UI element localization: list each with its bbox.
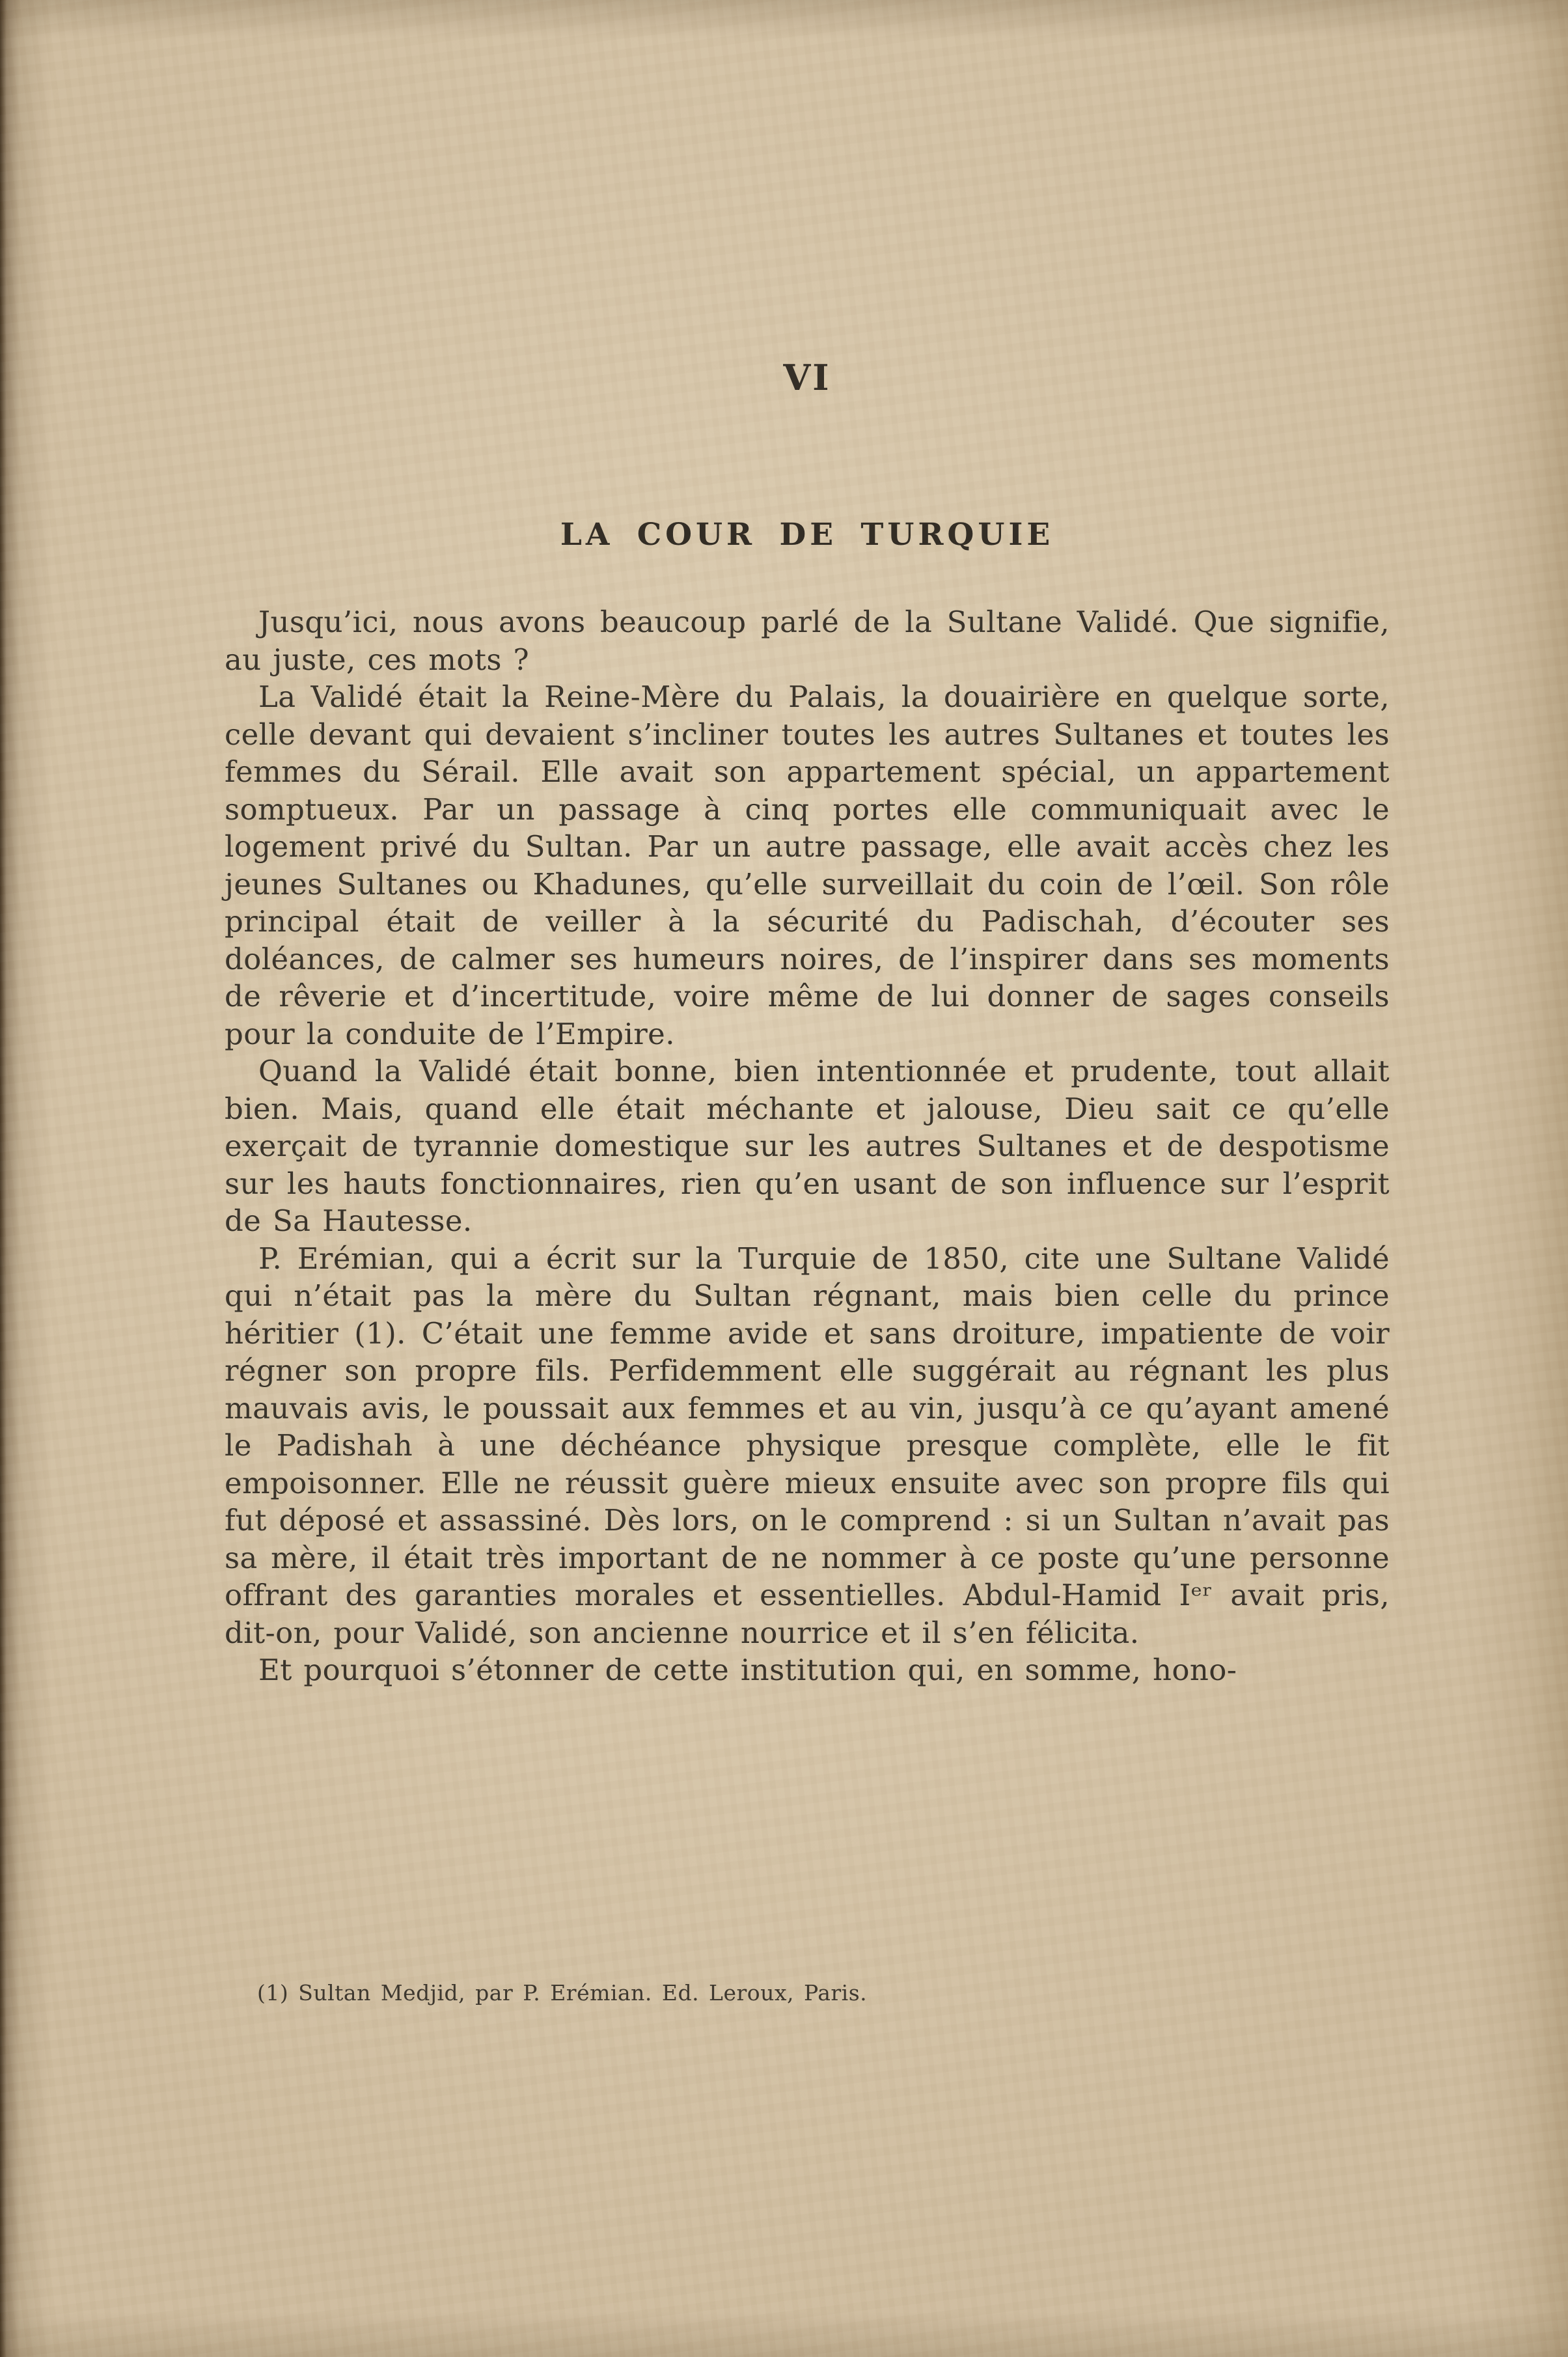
paragraph-bonne-ou-mechante: Quand la Validé était bonne, bien intentionnée et prudente, tout allait bien. Mais, quand elle était méchante et jalouse, Dieu sait ce qu’elle exerçait de tyrannie domestique sur les autres Sultanes et de despotisme sur les hauts fonctionnaires, rien qu’en usant de son influence sur l’esprit de Sa Hautesse. — [225, 1054, 1390, 1238]
chapter-number: VI — [783, 357, 831, 398]
text-block — [225, 357, 1390, 1689]
paragraph-conclusion-partial: Et pourquoi s’étonner de cette institution qui, en somme, hono- — [258, 1653, 1237, 1687]
footnote: (1) Sultan Medjid, par P. Erémian. Ed. Leroux, Paris. — [257, 1980, 868, 2006]
paragraph-intro: Jusqu’ici, nous avons beaucoup parlé de la Sultane Validé. Que signifie, au juste, ces mots ? — [225, 605, 1390, 677]
body-copy — [225, 603, 1390, 1689]
paragraph-eremian: P. Erémian, qui a écrit sur la Turquie de 1850, cite une Sultane Validé qui n’était pas la mère du Sultan régnant, mais bien celle du prince héritier (1). C’était une femme avide et sans droiture, impatiente de voir régner son propre fils. Perfidemment elle suggérait au régnant les plus mauvais avis, le poussait aux femmes et au vin, jusqu’à ce qu’ayant amené le Padishah à une déchéance physique presque complète, elle le fit empoisonner. Elle ne réussit guère mieux ensuite avec son propre fils qui fut déposé et assassiné. Dès lors, on le comprend : si un Sultan n’avait pas sa mère, il était très important de ne nommer à ce poste qu’une personne offrant des garanties morales et essentielles. Abdul-Hamid Iᵉʳ avait pris, dit-on, pour Validé, son ancienne nourrice et il s’en félicita. — [225, 1241, 1390, 1650]
paragraph-valide-role: La Validé était la Reine-Mère du Palais, la douairière en quelque sorte, celle devant qui devaient s’incliner toutes les autres Sultanes et toutes les femmes du Sérail. Elle avait son appartement spécial, un appartement somptueux. Par un passage à cinq portes elle communiquait avec le logement privé du Sultan. Par un autre passage, elle avait accès chez les jeunes Sultanes ou Khadunes, qu’elle surveillait du coin de l’œil. Son rôle principal était de veiller à la sécurité du Padischah, d’écouter ses doléances, de calmer ses humeurs noires, de l’inspirer dans ses moments de rêverie et d’incertitude, voire même de lui donner de sages conseils pour la conduite de l’Empire. — [225, 680, 1390, 1051]
chapter-title: LA COUR DE TURQUIE — [560, 517, 1054, 553]
